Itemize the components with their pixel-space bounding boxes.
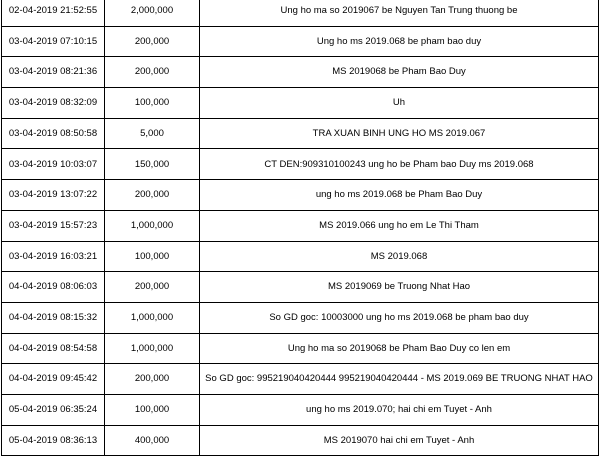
datetime-cell: 04-04-2019 09:45:42 <box>2 364 105 395</box>
amount-cell: 150,000 <box>105 149 200 180</box>
datetime-cell: 05-04-2019 06:35:24 <box>2 394 105 425</box>
amount-cell: 200,000 <box>105 364 200 395</box>
amount-cell: 100,000 <box>105 241 200 272</box>
table-row <box>2 364 599 395</box>
datetime-cell: 03-04-2019 08:50:58 <box>2 118 105 149</box>
description-cell: TRA XUAN BINH UNG HO MS 2019.067 <box>200 118 599 149</box>
table-row <box>2 88 599 119</box>
amount-cell: 200,000 <box>105 57 200 88</box>
table-row <box>2 0 599 26</box>
description-cell: MS 2019.068 <box>200 241 599 272</box>
datetime-cell: 04-04-2019 08:15:32 <box>2 302 105 333</box>
table-row <box>2 333 599 364</box>
datetime-cell: 03-04-2019 16:03:21 <box>2 241 105 272</box>
amount-cell: 200,000 <box>105 180 200 211</box>
description-cell: MS 2019069 be Truong Nhat Hao <box>200 272 599 303</box>
table-row <box>2 57 599 88</box>
description-cell: Ung ho ma so 2019068 be Pham Bao Duy co len em <box>200 333 599 364</box>
table-row <box>2 180 599 211</box>
description-cell: CT DEN:909310100243 ung ho be Pham bao Duy ms 2019.068 <box>200 149 599 180</box>
datetime-cell: 03-04-2019 08:21:36 <box>2 57 105 88</box>
amount-cell: 1,000,000 <box>105 302 200 333</box>
table-row <box>2 149 599 180</box>
description-cell: Ung ho ma so 2019067 be Nguyen Tan Trung thuong be <box>200 0 599 26</box>
datetime-cell: 05-04-2019 08:36:13 <box>2 425 105 456</box>
table-row <box>2 272 599 303</box>
description-cell: So GD goc: 10003000 ung ho ms 2019.068 be pham bao duy <box>200 302 599 333</box>
amount-cell: 5,000 <box>105 118 200 149</box>
datetime-cell: 03-04-2019 15:57:23 <box>2 210 105 241</box>
table-row <box>2 26 599 57</box>
datetime-cell: 03-04-2019 07:10:15 <box>2 26 105 57</box>
table-row <box>2 302 599 333</box>
datetime-cell: 04-04-2019 08:54:58 <box>2 333 105 364</box>
amount-cell: 200,000 <box>105 26 200 57</box>
description-cell: Ung ho ms 2019.068 be pham bao duy <box>200 26 599 57</box>
amount-cell: 1,000,000 <box>105 333 200 364</box>
table-row <box>2 394 599 425</box>
datetime-cell: 03-04-2019 13:07:22 <box>2 180 105 211</box>
amount-cell: 100,000 <box>105 88 200 119</box>
description-cell: ung ho ms 2019.070; hai chi em Tuyet - Anh <box>200 394 599 425</box>
table-row <box>2 241 599 272</box>
table-row <box>2 425 599 456</box>
amount-cell: 400,000 <box>105 425 200 456</box>
description-cell: MS 2019.066 ung ho em Le Thi Tham <box>200 210 599 241</box>
datetime-cell: 03-04-2019 10:03:07 <box>2 149 105 180</box>
datetime-cell: 02-04-2019 21:52:55 <box>2 0 105 26</box>
amount-cell: 200,000 <box>105 272 200 303</box>
datetime-cell: 04-04-2019 08:06:03 <box>2 272 105 303</box>
table-row <box>2 118 599 149</box>
table-row <box>2 210 599 241</box>
description-cell: ung ho ms 2019.068 be Pham Bao Duy <box>200 180 599 211</box>
description-cell: MS 2019070 hai chi em Tuyet - Anh <box>200 425 599 456</box>
description-cell: Uh <box>200 88 599 119</box>
description-cell: MS 2019068 be Pham Bao Duy <box>200 57 599 88</box>
description-cell: So GD goc: 995219040420444 995219040420444 - MS 2019.069 BE TRUONG NHAT HAO <box>200 364 599 395</box>
datetime-cell: 03-04-2019 08:32:09 <box>2 88 105 119</box>
transaction-table <box>1 0 599 456</box>
amount-cell: 2,000,000 <box>105 0 200 26</box>
amount-cell: 1,000,000 <box>105 210 200 241</box>
amount-cell: 100,000 <box>105 394 200 425</box>
